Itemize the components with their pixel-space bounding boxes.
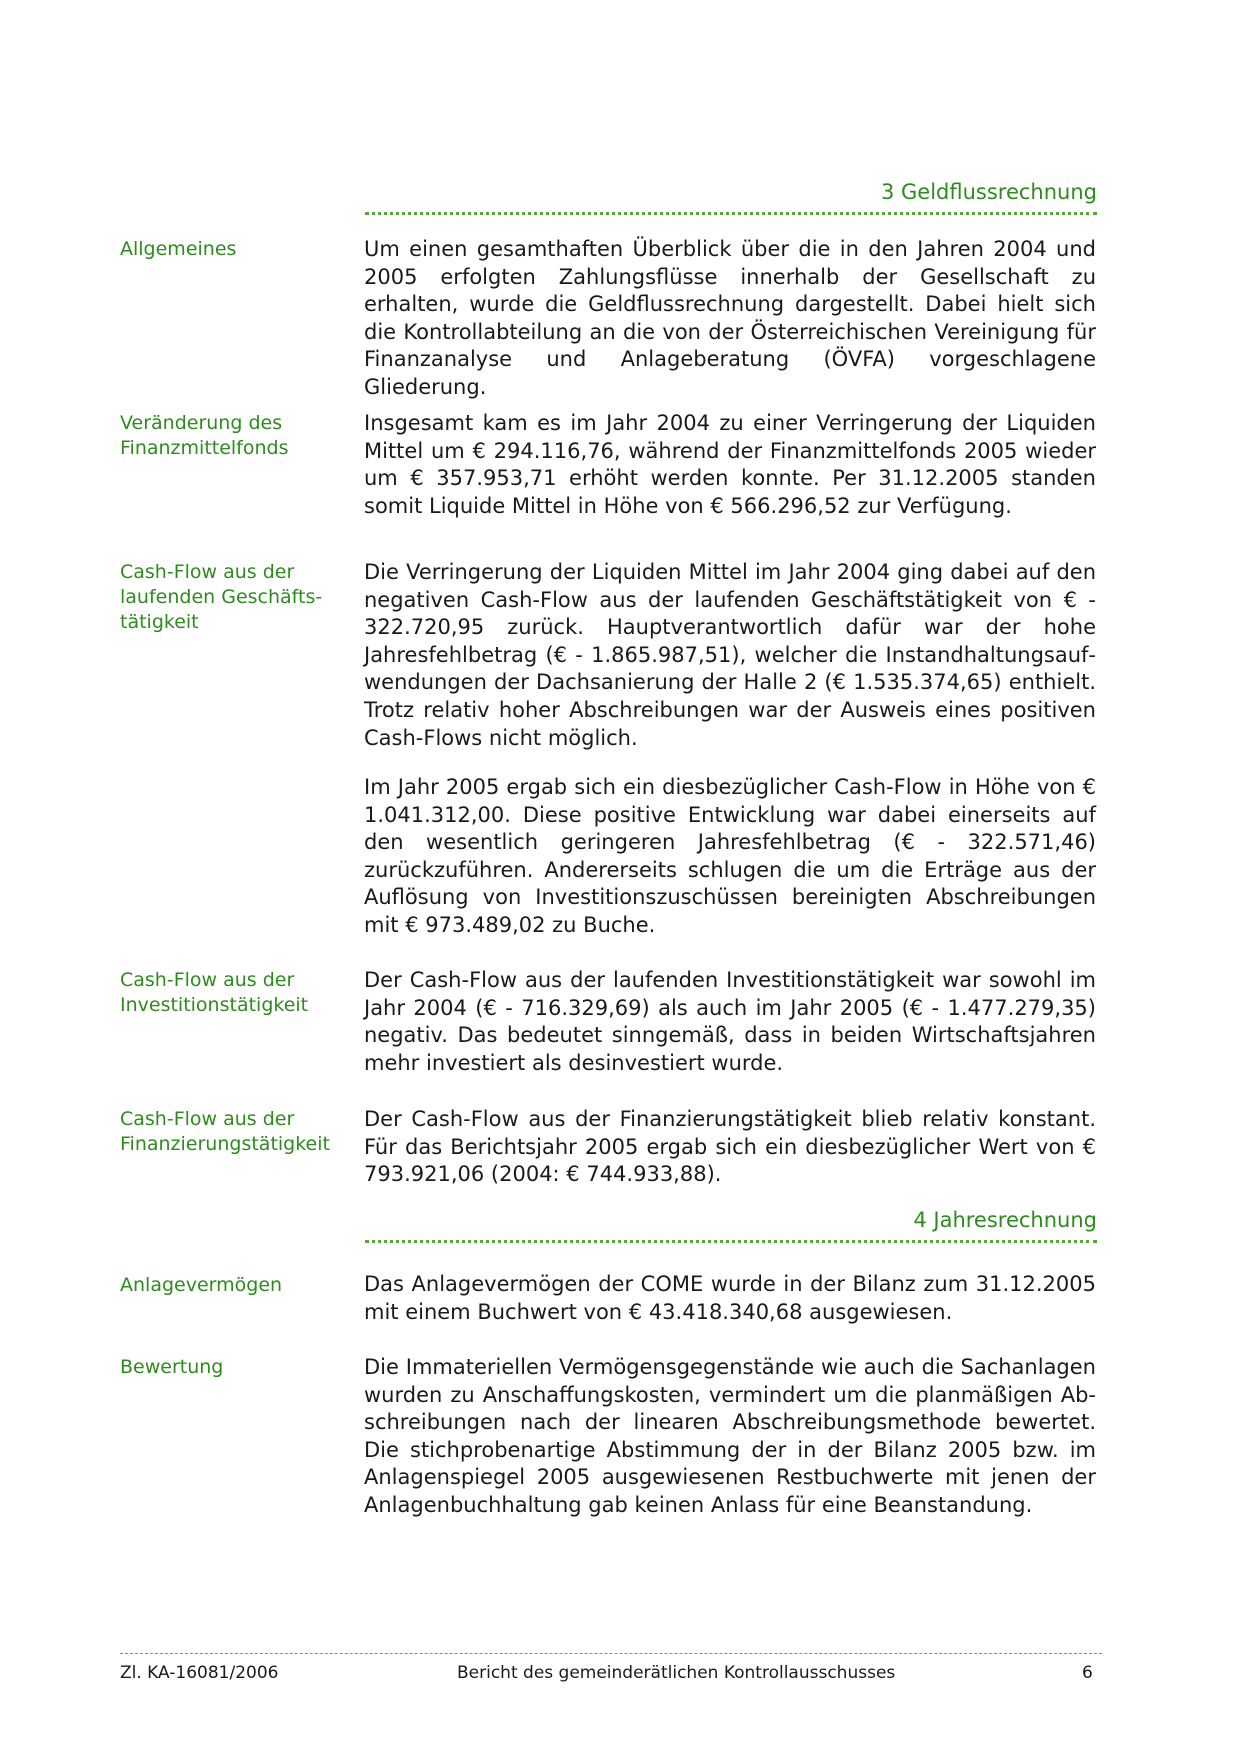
margin-label-finanzmittelfonds: Veränderung des Finanzmittelfonds [120, 412, 289, 459]
paragraph-cashflow-2005: Im Jahr 2005 ergab sich ein diesbezüglicher Cash-Flow in Höhe von € 1.041.312,00. Diese positive Entwicklung war dabei einerseits auf den wesentlich geringeren Jahresfehlbetrag (€ - 322.571,46) zurückzuführen. Andererseits schlugen die um die Erträge aus der Auflösung von Investitionszuschüssen bereinigten Abschreibungen mit € 973.489,02 zu Buche. [364, 775, 1096, 937]
footer-report-title: Bericht des gemeinderätlichen Kontrollausschusses [457, 1663, 896, 1683]
margin-label-cashflow-geschaeftstaetigkeit: Cash-Flow aus der laufenden Geschäftstätigkeit [120, 561, 323, 633]
paragraph-allgemeines: Um einen gesamthaften Überblick über die in den Jahren 2004 und 2005 erfolgten Zahlungsflüsse innerhalb der Gesellschaft zu erhalten, wurde die Geldflussrechnung dargestellt. Dabei hielt sich die Kontrollabteilung an die von der Österreichischen Vereinigung für Finanzanalyse und Anlageberatung (ÖVFA) vorgeschlagene Gliederung. [364, 237, 1096, 399]
margin-label-allgemeines: Allgemeines [120, 238, 237, 260]
margin-label-investitionstaetigkeit: Cash-Flow aus der Investitionstätigkeit [120, 969, 309, 1016]
footer-divider [120, 1653, 1102, 1654]
footer-page-number: 6 [1082, 1663, 1093, 1683]
paragraph-cashflow-2004: Die Verringerung der Liquiden Mittel im Jahr 2004 ging dabei auf den negativen Cash-Flow aus der laufenden Geschäftstätigkeit von € - 322.720,95 zurück. Hauptverantwortlich dafür war der hohe Jahresfehlbetrag (€ - 1.865.987,51), welcher die Instandhaltungsaufwendungen der Dachsanierung der Halle 2 (€ 1.535.374,65) enthielt. Trotz relativ hoher Abschreibungen war der Ausweis eines positiven Cash-Flows nicht möglich. [364, 560, 1096, 750]
section-heading-jahresrechnung: 4 Jahresrechnung [365, 1206, 1097, 1243]
paragraph-finanzierungstaetigkeit: Der Cash-Flow aus der Finanzierungstätigkeit blieb relativ konstant. Für das Berichtsjahr 2005 ergab sich ein diesbezüglicher Wert von € 793.921,06 (2004: € 744.933,88). [364, 1107, 1096, 1187]
paragraph-bewertung: Die Immateriellen Vermögensgegenstände wie auch die Sachanlagen wurden zu Anschaffungskosten, vermindert um die planmäßigen Abschreibungen nach der linearen Abschreibungsmethode bewertet. Die stichprobenartige Abstimmung der in der Bilanz 2005 bzw. im Anlagenspiegel 2005 ausgewiesenen Restbuchwerte mit jenen der Anlagenbuchhaltung gab keinen Anlass für eine Beanstandung. [364, 1355, 1096, 1517]
margin-label-finanzierungstaetigkeit: Cash-Flow aus der Finanzierungstätigkeit [120, 1108, 330, 1155]
footer-reference: Zl. KA-16081/2006 [120, 1663, 279, 1683]
margin-label-bewertung: Bewertung [120, 1356, 224, 1378]
paragraph-investitionstaetigkeit: Der Cash-Flow aus der laufenden Investitionstätigkeit war sowohl im Jahr 2004 (€ - 716.329,69) als auch im Jahr 2005 (€ - 1.477.279,35) negativ. Das bedeutet sinngemäß, dass in beiden Wirtschaftsjahren mehr investiert als desinvestiert wurde. [364, 968, 1096, 1075]
section-heading-geldflussrechnung: 3 Geldflussrechnung [365, 178, 1097, 215]
paragraph-anlagevermoegen: Das Anlagevermögen der COME wurde in der Bilanz zum 31.12.2005 mit einem Buchwert von € 43.418.340,68 ausgewiesen. [364, 1272, 1096, 1324]
margin-label-anlagevermoegen: Anlagevermögen [120, 1274, 283, 1296]
paragraph-finanzmittelfonds: Insgesamt kam es im Jahr 2004 zu einer Verringerung der Liquiden Mittel um € 294.116,76, während der Finanzmittelfonds 2005 wieder um € 357.953,71 erhöht werden konnte. Per 31.12.2005 standen somit Liquide Mittel in Höhe von € 566.296,52 zur Verfügung. [364, 411, 1096, 518]
